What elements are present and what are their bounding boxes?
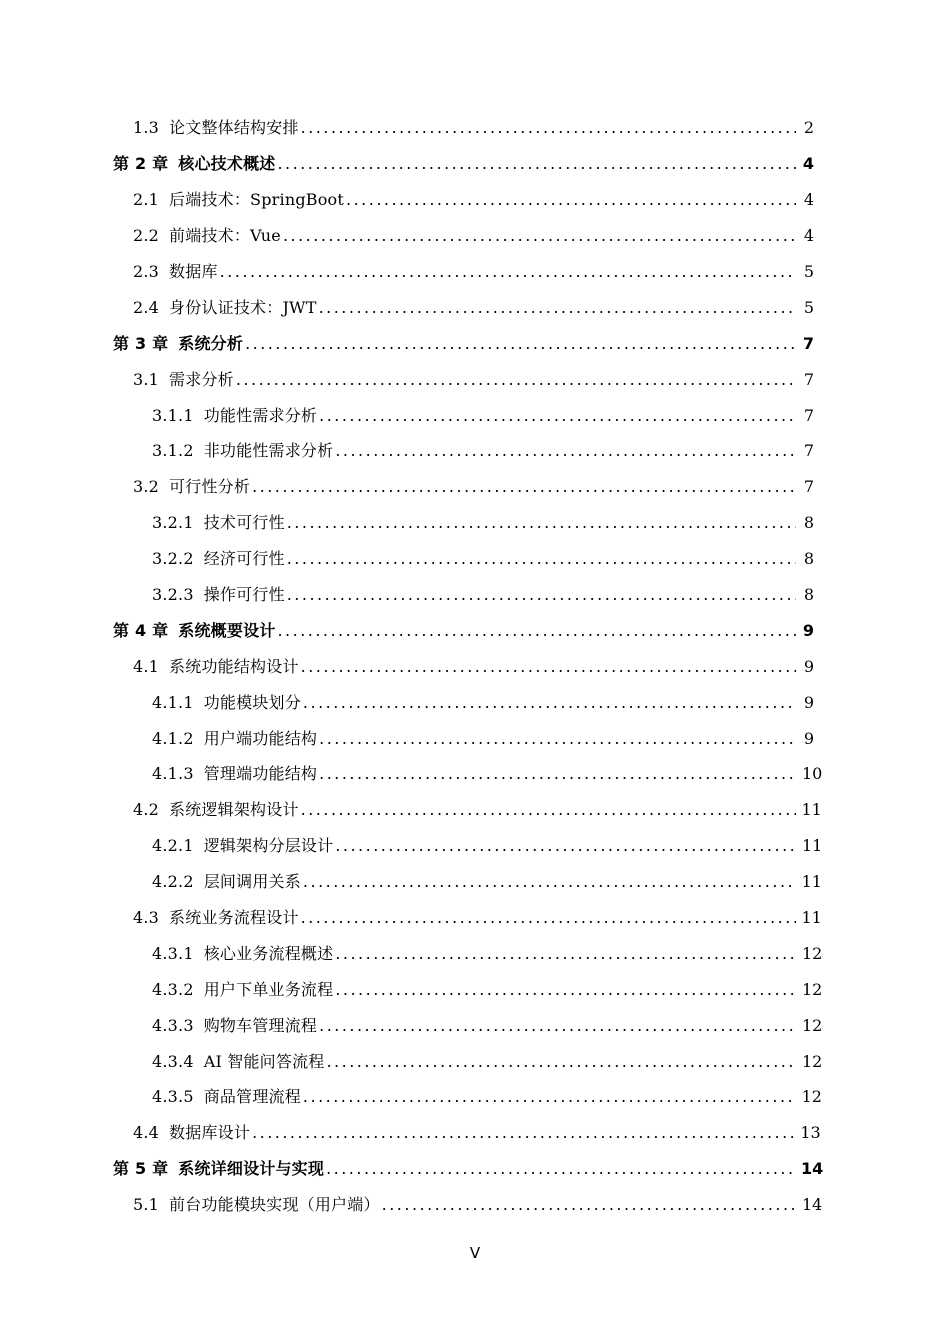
- toc-entry[interactable]: [0, 934, 950, 970]
- toc-entry-number: 4.3.1: [152, 943, 194, 963]
- toc-entry-title: 操作可行性: [203, 585, 285, 605]
- dot-leader: [382, 1195, 796, 1214]
- toc-entry-number: 4.3.3: [152, 1015, 194, 1035]
- toc-entry-page: 8: [803, 513, 814, 533]
- toc-entry-page: 13: [800, 1123, 821, 1143]
- toc-entry-title: 系统功能结构设计: [169, 656, 299, 676]
- dot-leader: [326, 1159, 795, 1178]
- toc-entry-page: 4: [803, 190, 814, 210]
- toc-entry[interactable]: [0, 468, 950, 504]
- toc-entry-page: 7: [803, 369, 814, 389]
- toc-entry-page: 12: [802, 979, 823, 999]
- toc-entry-page: 12: [802, 943, 823, 963]
- dot-leader: [277, 621, 796, 640]
- toc-entry-title: 系统分析: [178, 333, 244, 353]
- toc-entry[interactable]: [0, 432, 950, 468]
- toc-entry-title: 前端技术：Vue: [169, 226, 281, 246]
- toc-entry-number: 3.2: [133, 477, 160, 497]
- toc-entry[interactable]: [0, 1150, 950, 1186]
- toc-entry-title: 用户端功能结构: [203, 728, 318, 748]
- toc-entry-number: 4.1.1: [152, 692, 194, 712]
- toc-entry-title: 数据库: [169, 262, 218, 281]
- dot-leader: [319, 298, 796, 317]
- dot-leader: [236, 370, 796, 389]
- toc-entry[interactable]: [0, 145, 950, 181]
- toc-entry-title: 用户下单业务流程: [203, 979, 334, 999]
- toc-entry-page: 4: [803, 226, 814, 246]
- toc-entry-number: 3.2.2: [152, 549, 194, 569]
- toc-entry[interactable]: [0, 181, 950, 217]
- toc-entry-page: 5: [803, 262, 814, 281]
- toc-entry-title: 功能模块划分: [203, 692, 301, 712]
- toc-entry[interactable]: [0, 1042, 950, 1078]
- dot-leader: [303, 1087, 796, 1106]
- toc-entry-title: 经济可行性: [203, 549, 285, 569]
- toc-entry-number: 4.3.4: [152, 1051, 194, 1071]
- toc-entry-page: 12: [802, 1051, 823, 1071]
- toc-entry[interactable]: [0, 719, 950, 755]
- dot-leader: [287, 549, 796, 568]
- toc-entry[interactable]: [0, 109, 950, 145]
- toc-entry-number: 5.1: [133, 1195, 160, 1215]
- toc-entry-page: 7: [803, 477, 814, 497]
- toc-entry-title: 技术可行性: [203, 513, 285, 533]
- toc-entry[interactable]: [0, 863, 950, 899]
- toc-entry[interactable]: [0, 504, 950, 540]
- dot-leader: [319, 729, 796, 748]
- dot-leader: [326, 1052, 796, 1071]
- toc-entry-title: 购物车管理流程: [203, 1015, 318, 1035]
- toc-entry-page: 10: [801, 764, 823, 784]
- page-footer-number: V: [469, 1244, 481, 1262]
- toc-entry-page: 9: [803, 692, 814, 712]
- toc-entry[interactable]: [0, 1006, 950, 1042]
- toc-entry-number: 4.4: [133, 1123, 160, 1143]
- toc-entry-page: 11: [801, 872, 822, 892]
- toc-entry[interactable]: [0, 217, 950, 253]
- toc-entry-number: 2.1: [133, 190, 160, 210]
- toc-entry[interactable]: [0, 1078, 950, 1114]
- dot-leader: [287, 513, 796, 532]
- toc-entry-number: 2.4: [133, 297, 160, 317]
- toc-entry-number: 3.2.3: [152, 585, 194, 605]
- toc-entry-page: 7: [802, 333, 814, 353]
- toc-entry-number: 第 3 章: [113, 333, 169, 353]
- toc-entry-number: 1.3: [133, 118, 160, 138]
- toc-entry-number: 4.3: [133, 908, 160, 928]
- toc-entry-page: 11: [801, 908, 822, 928]
- toc-entry[interactable]: [0, 396, 950, 432]
- toc-entry-page: 2: [803, 118, 814, 138]
- toc-entry[interactable]: [0, 1186, 950, 1222]
- toc-entry-page: 9: [803, 728, 814, 748]
- toc-entry[interactable]: [0, 1114, 950, 1150]
- toc-entry-title: 商品管理流程: [203, 1087, 301, 1107]
- dot-leader: [335, 441, 796, 460]
- toc-entry[interactable]: [0, 360, 950, 396]
- dot-leader: [303, 872, 796, 891]
- toc-entry-number: 3.1: [133, 369, 160, 389]
- toc-entry-number: 3.1.2: [152, 441, 194, 461]
- toc-entry-title: 后端技术：SpringBoot: [169, 190, 345, 210]
- toc-entry[interactable]: [0, 899, 950, 935]
- toc-entry-title: 前台功能模块实现（用户端）: [169, 1195, 380, 1215]
- toc-entry-title: 系统业务流程设计: [169, 908, 299, 928]
- toc-entry-title: 非功能性需求分析: [203, 441, 334, 461]
- toc-entry-title: 需求分析: [169, 369, 234, 389]
- dot-leader: [335, 980, 796, 999]
- toc-entry-title: 系统详细设计与实现: [178, 1159, 325, 1179]
- toc-entry-title: 身份认证技术：JWT: [169, 297, 317, 317]
- toc-entry-title: 数据库设计: [169, 1123, 251, 1143]
- toc-entry-number: 4.3.5: [152, 1087, 194, 1107]
- dot-leader: [252, 1123, 794, 1142]
- toc-entry-title: 层间调用关系: [203, 872, 301, 892]
- dot-leader: [283, 226, 796, 245]
- dot-leader: [319, 764, 796, 783]
- dot-leader: [319, 1016, 796, 1035]
- toc-entry-title: 核心技术概述: [178, 154, 276, 174]
- toc-entry[interactable]: [0, 970, 950, 1006]
- toc-entry-number: 4.1: [133, 656, 160, 676]
- toc-entry-page: 9: [803, 656, 814, 676]
- toc-entry-title: 管理端功能结构: [203, 764, 318, 784]
- dot-leader: [277, 154, 796, 173]
- toc-entry-number: 4.3.2: [152, 979, 194, 999]
- toc-entry-number: 4.2.1: [152, 836, 194, 856]
- toc-entry[interactable]: [0, 324, 950, 360]
- toc-entry[interactable]: [0, 540, 950, 576]
- dot-leader: [346, 190, 796, 209]
- toc-entry-number: 2.3: [133, 262, 160, 281]
- dot-leader: [303, 693, 796, 712]
- toc-entry-title: 可行性分析: [169, 477, 251, 497]
- toc-entry-title: AI 智能问答流程: [203, 1051, 325, 1071]
- toc-entry[interactable]: [0, 288, 950, 324]
- toc-entry-page: 11: [801, 800, 822, 820]
- toc-entry-title: 核心业务流程概述: [203, 943, 334, 963]
- toc-entry-page: 8: [803, 549, 814, 569]
- toc-entry-title: 逻辑架构分层设计: [203, 836, 334, 856]
- toc-entry-number: 第 4 章: [113, 620, 169, 640]
- dot-leader: [301, 657, 796, 676]
- toc-entry-title: 系统概要设计: [178, 620, 276, 640]
- toc-entry-title: 系统逻辑架构设计: [169, 800, 299, 820]
- toc-entry[interactable]: [0, 576, 950, 612]
- dot-leader: [335, 944, 796, 963]
- toc-entry-number: 4.2: [133, 800, 160, 820]
- toc-entry[interactable]: [0, 647, 950, 683]
- toc-entry-number: 4.1.2: [152, 728, 194, 748]
- toc-entry-title: 论文整体结构安排: [169, 118, 299, 138]
- toc-entry-title: 功能性需求分析: [203, 405, 318, 425]
- toc-entry-page: 7: [803, 441, 814, 461]
- dot-leader: [301, 800, 796, 819]
- dot-leader: [335, 836, 796, 855]
- toc-entry[interactable]: [0, 683, 950, 719]
- toc-entry-page: 5: [803, 297, 814, 317]
- toc-entry-number: 第 2 章: [113, 154, 169, 174]
- toc-entry-page: 8: [803, 585, 814, 605]
- toc-entry-number: 2.2: [133, 226, 160, 246]
- toc-entry-number: 4.2.2: [152, 872, 194, 892]
- toc-entry-page: 9: [802, 620, 814, 640]
- toc-entry[interactable]: [0, 791, 950, 827]
- dot-leader: [287, 585, 796, 604]
- toc-entry[interactable]: [0, 827, 950, 863]
- toc-entry-number: 第 5 章: [113, 1159, 169, 1179]
- dot-leader: [319, 406, 796, 425]
- toc-entry-page: 14: [801, 1159, 824, 1179]
- toc-entry-page: 14: [802, 1195, 823, 1215]
- dot-leader: [245, 334, 796, 353]
- toc-entry-page: 7: [803, 405, 814, 425]
- toc-entry-number: 4.1.3: [152, 764, 194, 784]
- toc-entry-page: 4: [802, 154, 814, 174]
- toc-entry-page: 12: [801, 1087, 822, 1107]
- toc-entry-number: 3.2.1: [152, 513, 194, 533]
- toc-entry-page: 12: [801, 1015, 823, 1035]
- toc-entry[interactable]: [0, 253, 950, 289]
- toc-entry-number: 3.1.1: [152, 405, 194, 425]
- toc-entry[interactable]: [0, 611, 950, 647]
- table-of-contents: [0, 109, 950, 1222]
- dot-leader: [220, 262, 796, 281]
- dot-leader: [301, 908, 796, 927]
- toc-entry[interactable]: [0, 755, 950, 791]
- toc-entry-page: 11: [802, 836, 823, 856]
- dot-leader: [252, 477, 796, 496]
- dot-leader: [301, 118, 796, 137]
